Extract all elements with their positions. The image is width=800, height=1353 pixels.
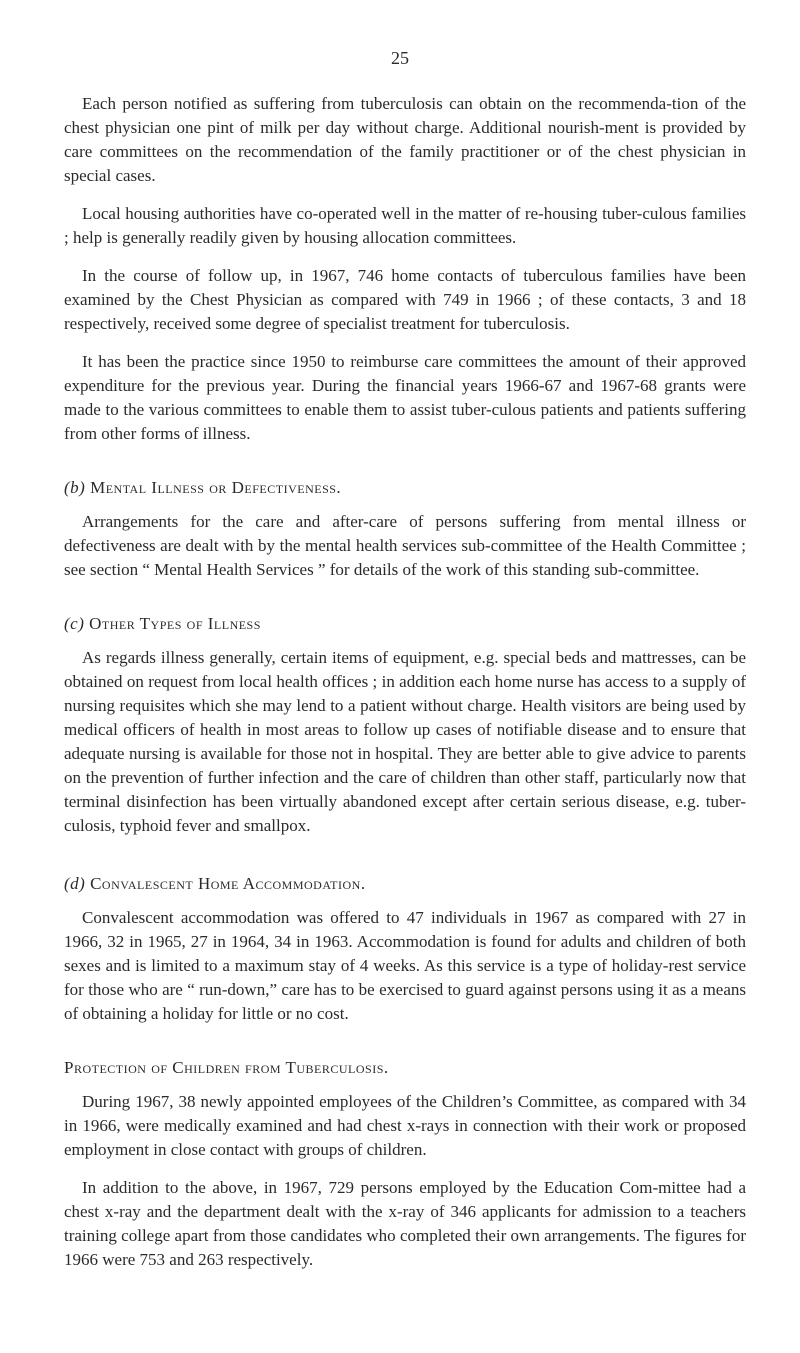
section-title: Convalescent Home Accommodation. [90, 874, 366, 893]
section-title: Other Types of Illness [89, 614, 261, 633]
section-heading-other-illness [64, 612, 746, 636]
paragraph-mental-illness: Arrangements for the care and after-care of persons suffering from mental illness or defectiveness are dealt with by the mental health services sub-committee of the Health Committee ; see section “ Mental Health Services ” for details of the work of this standing sub-committee. [64, 512, 746, 579]
paragraph-care-committee-grants: It has been the practice since 1950 to reimburse care committees the amount of their approved expenditure for the previous year. During the financial years 1966-67 and 1967-68 grants were made to the various committees to enable them to assist tuber-culous patients and patients suffering from other forms of illness. [64, 352, 746, 443]
paragraph-education-committee: In addition to the above, in 1967, 729 persons employed by the Education Com-mittee had a chest x-ray and the department dealt with the x-ray of 346 applicants for admission to a teachers training college apart from those candidates who completed their own arrangements. The figures for 1966 were 753 and 263 respectively. [64, 1178, 746, 1269]
section-letter: (c) [64, 614, 85, 633]
paragraph-tb-milk: Each person notified as suffering from tuberculosis can obtain on the recommenda-tion of the chest physician one pint of milk per day without charge. Additional nourish-ment is provided by care committees on the recommendation of the family practitioner or of the chest physician in special cases. [64, 94, 746, 185]
paragraph-convalescent-home: Convalescent accommodation was offered to 47 individuals in 1967 as compared with 27 in 1966, 32 in 1965, 27 in 1964, 34 in 1963. Accommodation is found for adults and children of both sexes and is limited to a maximum stay of 4 weeks. As this service is a type of holiday-rest service for those who are “ run-down,” care has to be exercised to guard against persons using it as a means of obtaining a holiday for little or no cost. [64, 908, 746, 1023]
section-title: Mental Illness or Defectiveness. [90, 478, 342, 497]
section-heading-convalescent-home [64, 872, 746, 896]
section-letter: (b) [64, 478, 86, 497]
paragraph-home-contacts: In the course of follow up, in 1967, 746 home contacts of tuberculous families have been examined by the Chest Physician as compared with 749 in 1966 ; of these contacts, 3 and 18 respectively, received some degree of specialist treatment for tuberculosis. [64, 266, 746, 333]
section-letter: (d) [64, 874, 86, 893]
paragraph-rehousing: Local housing authorities have co-operated well in the matter of re-housing tuber-culous families ; help is generally readily given by housing allocation committees. [64, 204, 746, 247]
paragraph-other-illness: As regards illness generally, certain items of equipment, e.g. special beds and mattresses, can be obtained on request from local health offices ; in addition each home nurse has access to a supply of nursing requisites which she may lend to a patient without charge. Health visitors are being used by medical officers of health in most areas to follow up cases of notifiable disease and to ensure that adequate nursing is available for those not in hospital. They are better able to give advice to parents on the prevention of further infection and the care of children than other staff, particularly now that terminal disinfection has been virtually abandoned except after certain serious disease, e.g. tuber-culosis, typhoid fever and smallpox. [64, 648, 746, 835]
section-heading-protection-of-children [64, 1056, 746, 1080]
page-body [64, 92, 746, 1286]
page-number: 25 [391, 48, 409, 68]
section-heading-mental-illness [64, 476, 746, 500]
paragraph-childrens-committee: During 1967, 38 newly appointed employees of the Children’s Committee, as compared with 34 in 1966, were medically examined and had chest x-rays in connection with their work or proposed employment in close contact with groups of children. [64, 1092, 746, 1159]
section-title: Protection of Children from Tuberculosis. [64, 1058, 389, 1077]
